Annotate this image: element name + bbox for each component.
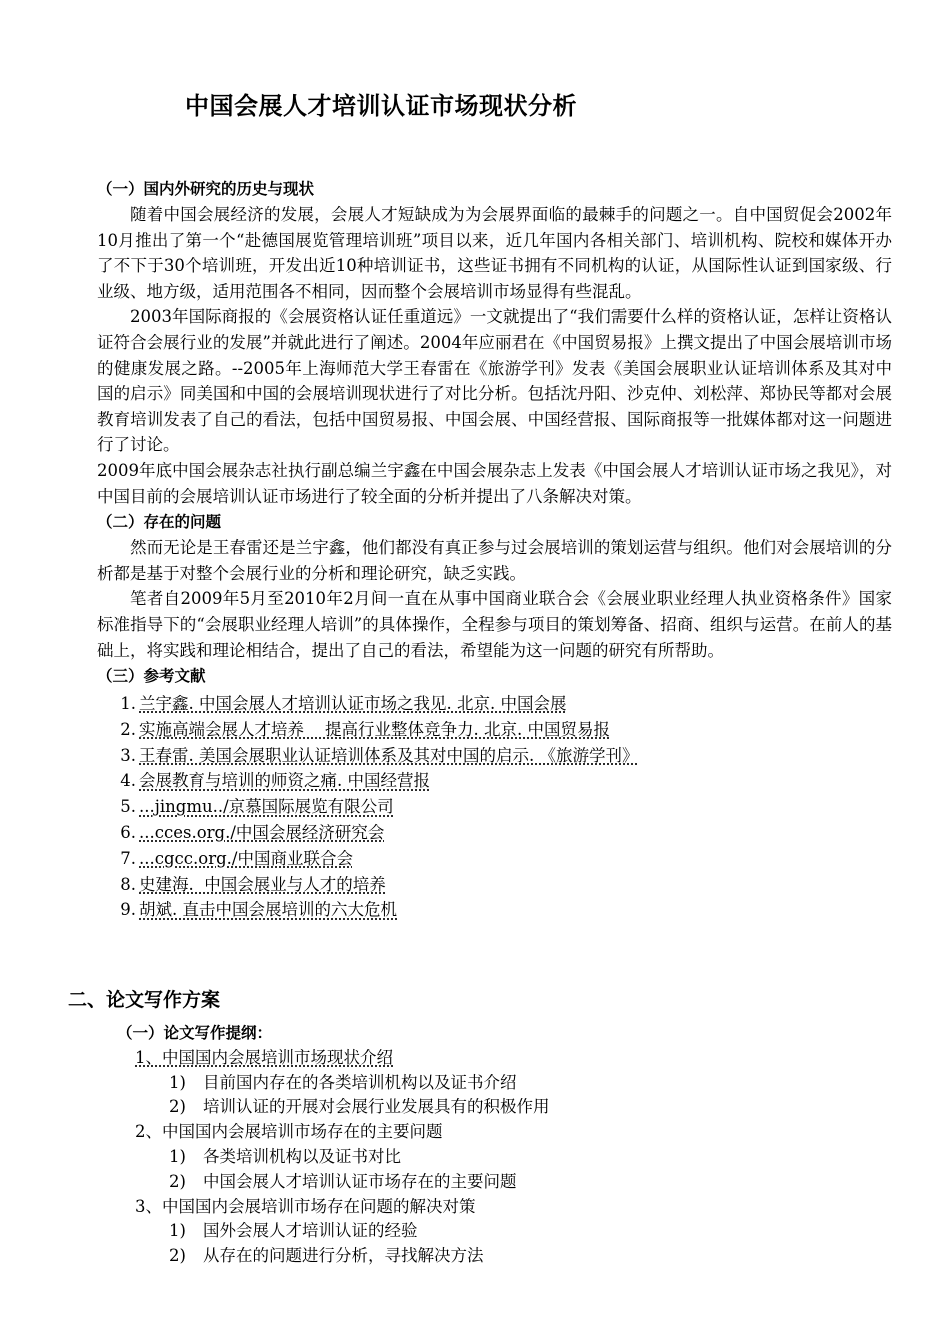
paragraph: 随着中国会展经济的发展，会展人才短缺成为为会展界面临的最棘手的问题之一。自中国贸促会2002年10月推出了第一个“赴德国展览管理培训班”项目以来，近几年国内各相关部门、培训机构、院校和媒体开办了不下于30个培训班，开发出近10种培训证书，这些证书拥有不同机构的认证，从国际性认证到国家级、行业级、地方级，适用范围各不相同，因而整个会展培训市场显得有些混乱。 <box>97 205 892 301</box>
reference-item[interactable]: 5. ...jingmu../京慕国际展览有限公司 <box>120 797 394 817</box>
outline-subitem: 1) 目前国内存在的各类培训机构以及证书介绍 <box>169 1072 517 1092</box>
outline-item <box>117 1120 897 1145</box>
reference-list <box>97 691 892 923</box>
reference-link[interactable]: 会展教育与培训的师资之痛. 中国经营报 <box>139 771 430 791</box>
reference-item[interactable]: 8. 史建海. 中国会展业与人才的培养 <box>120 874 386 894</box>
outline-item-label: 3、中国国内会展培训市场存在问题的解决对策 <box>135 1196 476 1216</box>
reference-item[interactable]: 4. 会展教育与培训的师资之痛. 中国经营报 <box>120 771 430 791</box>
paragraph: 2009年底中国会展杂志社执行副总编兰宇鑫在中国会展杂志上发表《中国会展人才培训认证市场之我见》，对中国目前的会展培训认证市场进行了较全面的分析并提出了八条解决对策。 <box>97 460 892 506</box>
outline-subitem: 2) 中国会展人才培训认证市场存在的主要问题 <box>169 1171 517 1191</box>
reference-link[interactable]: 史建海. 中国会展业与人才的培养 <box>139 874 386 894</box>
outline-item-label[interactable]: 1、中国国内会展培训市场现状介绍 <box>135 1047 393 1067</box>
reference-item[interactable]: 1. 兰宇鑫. 中国会展人才培训认证市场之我见. 北京. 中国会展 <box>120 694 567 714</box>
outline-subitem: 2) 培训认证的开展对会展行业发展具有的积极作用 <box>169 1097 550 1117</box>
research-section <box>97 176 892 923</box>
paragraph: 笔者自2009年5月至2010年2月间一直在从事中国商业联合会《会展业职业经理人执业资格条件》国家标准指导下的“会展职业经理人培训”的具体操作，全程参与项目的策划筹备、招商、组织与运营。在前人的基础上，将实践和理论相结合，提出了自己的看法，希望能为这一问题的研究有所帮助。 <box>97 589 892 660</box>
reference-link[interactable]: ...cces.org./中国会展经济研究会 <box>139 823 385 843</box>
outline-subitem: 1) 各类培训机构以及证书对比 <box>169 1146 401 1166</box>
reference-link[interactable]: 兰宇鑫. 中国会展人才培训认证市场之我见. 北京. 中国会展 <box>139 694 567 714</box>
outline-item <box>117 1046 897 1071</box>
outline-subitem: 1) 国外会展人才培训认证的经验 <box>169 1221 418 1241</box>
reference-item[interactable]: 3. 王春雷. 美国会展职业认证培训体系及其对中国的启示. 《旅游学刊》 <box>120 745 639 765</box>
reference-link[interactable]: 王春雷. 美国会展职业认证培训体系及其对中国的启示. 《旅游学刊》 <box>139 745 639 765</box>
paragraph: 然而无论是王春雷还是兰宇鑫，他们都没有真正参与过会展培训的策划运营与组织。他们对会展培训的分析都是基于对整个会展行业的分析和理论研究，缺乏实践。 <box>97 538 892 583</box>
section-heading-history: （一）国内外研究的历史与现状 <box>97 180 315 198</box>
reference-link[interactable]: ...jingmu../京慕国际展览有限公司 <box>139 797 394 817</box>
paragraph: 2003年国际商报的《会展资格认证任重道远》一文就提出了“我们需要什么样的资格认证，怎样让资格认证符合会展行业的发展”并就此进行了阐述。2004年应丽君在《中国贸易报》上撰文提出了中国会展培训市场的健康发展之路。--2005年上海师范大学王春雷在《旅游学刊》发表《美国会展职业认证培训体系及其对中国的启示》同美国和中国的会展培训现状进行了对比分析。包括沈丹阳、沙克仲、刘松萍、郑协民等都对会展教育培训发表了自己的看法，包括中国贸易报、中国会展、中国经营报、国际商报等一批媒体都对这一问题进行了讨论。 <box>97 307 892 455</box>
outline-heading: （一）论文写作提纲： <box>117 1024 273 1042</box>
section-heading-problems: （二）存在的问题 <box>97 513 222 532</box>
outline-subitem: 2) 从存在的问题进行分析，寻找解决方法 <box>169 1246 484 1266</box>
reference-item[interactable]: 2. 实施高端会展人才培养 提高行业整体竞争力. 北京. 中国贸易报 <box>120 719 610 739</box>
writing-outline <box>117 1021 897 1269</box>
outline-item <box>117 1195 897 1220</box>
reference-link[interactable]: 胡斌. 直击中国会展培训的六大危机 <box>139 900 397 920</box>
document-title: 中国会展人才培训认证市场现状分析 <box>185 92 577 120</box>
outline-item-label: 2、中国国内会展培训市场存在的主要问题 <box>135 1122 443 1142</box>
reference-link[interactable]: ...cgcc.org./中国商业联合会 <box>139 848 353 868</box>
reference-link[interactable]: 实施高端会展人才培养 提高行业整体竞争力. 北京. 中国贸易报 <box>139 719 610 739</box>
part-heading-writing-plan: 二、论文写作方案 <box>68 989 221 1011</box>
reference-item[interactable]: 7. ...cgcc.org./中国商业联合会 <box>120 848 353 868</box>
section-heading-references: （三）参考文献 <box>97 667 206 686</box>
reference-item[interactable]: 6. ...cces.org./中国会展经济研究会 <box>120 823 385 843</box>
reference-item[interactable]: 9. 胡斌. 直击中国会展培训的六大危机 <box>120 900 397 920</box>
